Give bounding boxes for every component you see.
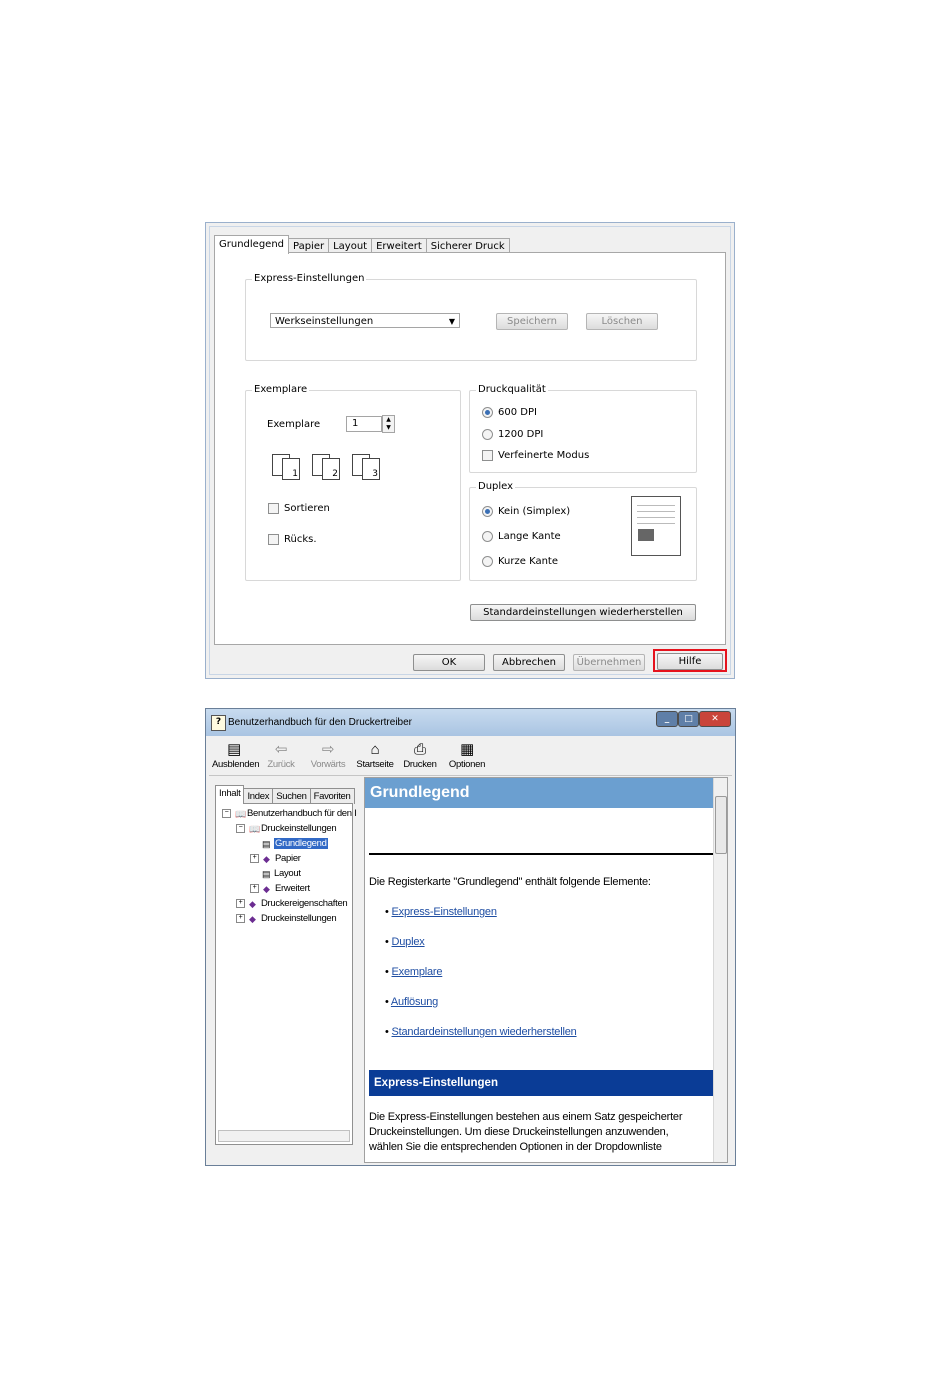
tab-sicherer-druck[interactable]: Sicherer Druck bbox=[426, 238, 510, 254]
print-quality-title: Druckqualität bbox=[478, 384, 546, 395]
duplex-title: Duplex bbox=[478, 481, 514, 492]
tree-group-label: Druckeinstellungen bbox=[261, 823, 337, 834]
expand-icon[interactable]: + bbox=[236, 914, 245, 923]
forward-button[interactable] bbox=[308, 740, 348, 770]
duplex-long-edge-label: Lange Kante bbox=[498, 531, 561, 542]
list-item: • Auflösung bbox=[385, 996, 439, 1008]
checkbox-box[interactable] bbox=[268, 503, 279, 514]
tree-node-erweitert[interactable] bbox=[250, 883, 310, 894]
expand-icon[interactable]: + bbox=[250, 884, 259, 893]
printer-icon: ⎙ bbox=[414, 741, 426, 758]
tree-layout-label: Layout bbox=[274, 868, 301, 879]
express-settings-title: Express-Einstellungen bbox=[254, 273, 365, 284]
help-button-highlight bbox=[653, 649, 727, 672]
hide-label: Ausblenden bbox=[212, 759, 260, 770]
collate-preview-3-icon: 3 bbox=[352, 454, 386, 482]
express-settings-combo[interactable] bbox=[270, 313, 460, 328]
tree-selected-label: Grundlegend bbox=[275, 838, 327, 849]
duplex-preview-icon bbox=[631, 496, 681, 556]
collapse-icon[interactable]: − bbox=[222, 809, 231, 818]
page-icon: ▤ bbox=[262, 868, 271, 879]
save-button[interactable]: Speichern bbox=[496, 313, 568, 330]
help-button[interactable]: Hilfe bbox=[657, 653, 723, 670]
options-label: Optionen bbox=[448, 759, 486, 770]
help-window bbox=[205, 708, 736, 1166]
section-text-line-2: Druckeinstellungen. Um diese Druckeinstellungen anzuwenden, bbox=[369, 1126, 669, 1138]
restore-defaults-button[interactable]: Standardeinstellungen wiederherstellen bbox=[470, 604, 696, 621]
navigation-pane bbox=[209, 779, 361, 1163]
open-book-icon: 📖 bbox=[249, 823, 260, 834]
duplex-short-edge-radio[interactable] bbox=[482, 556, 558, 567]
nav-tabs bbox=[215, 785, 354, 804]
help-titlebar bbox=[206, 709, 735, 736]
duplex-none-radio[interactable] bbox=[482, 506, 570, 517]
minimize-icon[interactable]: _ bbox=[656, 711, 678, 727]
delete-button[interactable]: Löschen bbox=[586, 313, 658, 330]
tab-suchen[interactable]: Suchen bbox=[272, 788, 310, 804]
radio-selected-icon[interactable] bbox=[482, 506, 493, 517]
duplex-long-edge-radio[interactable] bbox=[482, 531, 561, 542]
expand-icon[interactable]: + bbox=[250, 854, 259, 863]
refined-mode-label: Verfeinerte Modus bbox=[498, 450, 590, 461]
expand-icon[interactable]: + bbox=[236, 899, 245, 908]
forward-arrow-icon: ⇨ bbox=[321, 741, 335, 758]
help-window-title: Benutzerhandbuch für den Druckertreiber bbox=[228, 717, 412, 728]
home-label: Startseite bbox=[356, 759, 394, 770]
tree-node-papier[interactable] bbox=[250, 853, 301, 864]
tab-panel-grundlegend bbox=[214, 252, 726, 645]
quality-600-label: 600 DPI bbox=[498, 407, 537, 418]
express-settings-group bbox=[245, 273, 697, 361]
tree-erweitert-label: Erweitert bbox=[275, 883, 310, 894]
collate-preview-1-icon: 1 bbox=[272, 454, 306, 482]
copies-group bbox=[245, 384, 461, 581]
tab-layout[interactable]: Layout bbox=[328, 238, 372, 254]
link-express-einstellungen[interactable]: Express-Einstellungen bbox=[391, 906, 497, 918]
content-intro: Die Registerkarte "Grundlegend" enthält folgende Elemente: bbox=[369, 876, 651, 888]
options-button[interactable] bbox=[447, 740, 487, 770]
collate-label: Sortieren bbox=[284, 503, 330, 514]
scrollbar-thumb[interactable] bbox=[715, 796, 727, 854]
checkbox-box[interactable] bbox=[482, 450, 493, 461]
tab-index[interactable]: Index bbox=[243, 788, 273, 804]
page-icon: ▤ bbox=[262, 838, 271, 849]
tab-erweitert[interactable]: Erweitert bbox=[371, 238, 427, 254]
list-item: • Standardeinstellungen wiederherstellen bbox=[385, 1026, 577, 1038]
dropdown-arrow-icon: ▼ bbox=[448, 317, 455, 326]
tree-node-layout[interactable] bbox=[262, 868, 301, 879]
tree-druckereigenschaften-label: Druckereigenschaften bbox=[261, 898, 348, 909]
list-item: • Duplex bbox=[385, 936, 425, 948]
content-heading: Grundlegend bbox=[365, 778, 714, 808]
spin-up-icon[interactable]: ▲ bbox=[386, 416, 391, 423]
tree-node-grundlegend[interactable] bbox=[262, 838, 328, 849]
reverse-checkbox[interactable] bbox=[268, 534, 317, 545]
express-settings-value: Werkseinstellungen bbox=[275, 316, 374, 327]
back-arrow-icon: ⇦ bbox=[274, 741, 288, 758]
copies-spinner[interactable] bbox=[382, 415, 395, 433]
tree-node-druckeinstellungen-2[interactable] bbox=[236, 913, 336, 924]
print-label: Drucken bbox=[403, 759, 437, 770]
quality-1200-radio[interactable] bbox=[482, 429, 543, 440]
printer-preferences-dialog bbox=[205, 222, 735, 679]
collate-preview-2-icon: 2 bbox=[312, 454, 346, 482]
tree-papier-label: Papier bbox=[275, 853, 301, 864]
tree-node-druckereigenschaften[interactable] bbox=[236, 898, 347, 909]
radio-icon[interactable] bbox=[482, 429, 493, 440]
tree-druckeinstellungen-label: Druckeinstellungen bbox=[261, 913, 337, 924]
section-text-line-3: wählen Sie die entsprechenden Optionen in der Dropdownliste bbox=[369, 1141, 662, 1153]
copies-group-title: Exemplare bbox=[254, 384, 308, 395]
reverse-label: Rücks. bbox=[284, 534, 317, 545]
radio-selected-icon[interactable] bbox=[482, 407, 493, 418]
hide-button[interactable] bbox=[212, 740, 260, 770]
radio-icon[interactable] bbox=[482, 556, 493, 567]
help-content-pane bbox=[364, 777, 728, 1163]
ok-button[interactable]: OK bbox=[413, 654, 485, 671]
checkbox-box[interactable] bbox=[268, 534, 279, 545]
back-button[interactable] bbox=[261, 740, 301, 770]
help-app-icon: ? bbox=[211, 715, 226, 731]
link-duplex[interactable]: Duplex bbox=[391, 936, 425, 948]
quality-1200-label: 1200 DPI bbox=[498, 429, 544, 440]
cancel-button[interactable]: Abbrechen bbox=[493, 654, 565, 671]
book-icon: ◆ bbox=[249, 913, 256, 924]
section-heading: Express-Einstellungen bbox=[369, 1070, 714, 1096]
content-vertical-scrollbar[interactable] bbox=[713, 778, 727, 1162]
book-icon: ◆ bbox=[263, 883, 270, 894]
print-quality-group bbox=[469, 384, 697, 473]
apply-button[interactable]: Übernehmen bbox=[573, 654, 645, 671]
link-exemplare[interactable]: Exemplare bbox=[391, 966, 443, 978]
maximize-icon[interactable]: □ bbox=[678, 711, 699, 727]
home-icon: ⌂ bbox=[370, 741, 380, 758]
section-text-line-1: Die Express-Einstellungen bestehen aus einem Satz gespeicherter bbox=[369, 1111, 683, 1123]
options-icon: ▦ bbox=[460, 741, 474, 758]
contents-tree bbox=[215, 803, 357, 1145]
back-label: Zurück bbox=[267, 759, 295, 770]
link-standardeinstellungen[interactable]: Standardeinstellungen wiederherstellen bbox=[391, 1026, 577, 1038]
list-item: • Express-Einstellungen bbox=[385, 906, 497, 918]
duplex-short-edge-label: Kurze Kante bbox=[498, 556, 559, 567]
quality-600-radio[interactable] bbox=[482, 407, 537, 418]
tree-node-druckeinstellungen[interactable] bbox=[236, 823, 336, 834]
radio-icon[interactable] bbox=[482, 531, 493, 542]
close-icon[interactable]: ✕ bbox=[699, 711, 731, 727]
home-button[interactable] bbox=[355, 740, 395, 770]
copies-label: Exemplare bbox=[267, 419, 321, 430]
hide-pane-icon: ▤ bbox=[227, 741, 241, 758]
book-icon: ◆ bbox=[263, 853, 270, 864]
tab-inhalt[interactable]: Inhalt bbox=[215, 785, 244, 804]
open-book-icon: 📖 bbox=[235, 808, 246, 819]
content-divider bbox=[369, 853, 713, 855]
collate-checkbox[interactable] bbox=[268, 503, 330, 514]
tree-horizontal-scrollbar[interactable] bbox=[218, 1130, 350, 1142]
link-aufloesung[interactable]: Auflösung bbox=[390, 996, 439, 1008]
tab-grundlegend[interactable]: Grundlegend bbox=[214, 235, 289, 254]
duplex-none-label: Kein (Simplex) bbox=[498, 506, 571, 517]
tab-favoriten[interactable]: Favoriten bbox=[310, 788, 355, 804]
list-item: • Exemplare bbox=[385, 966, 443, 978]
spin-down-icon[interactable]: ▼ bbox=[386, 424, 391, 431]
collapse-icon[interactable]: − bbox=[236, 824, 245, 833]
help-toolbar bbox=[209, 737, 732, 776]
copies-input[interactable]: 1 bbox=[346, 416, 382, 432]
dialog-tabs bbox=[214, 235, 509, 253]
refined-mode-checkbox[interactable] bbox=[482, 450, 589, 461]
tree-root-label: Benutzerhandbuch für den I bbox=[247, 808, 357, 819]
print-button[interactable] bbox=[402, 740, 438, 770]
forward-label: Vorwärts bbox=[310, 759, 346, 770]
tab-papier[interactable]: Papier bbox=[288, 238, 329, 254]
tree-node-root[interactable] bbox=[222, 808, 356, 819]
book-icon: ◆ bbox=[249, 898, 256, 909]
